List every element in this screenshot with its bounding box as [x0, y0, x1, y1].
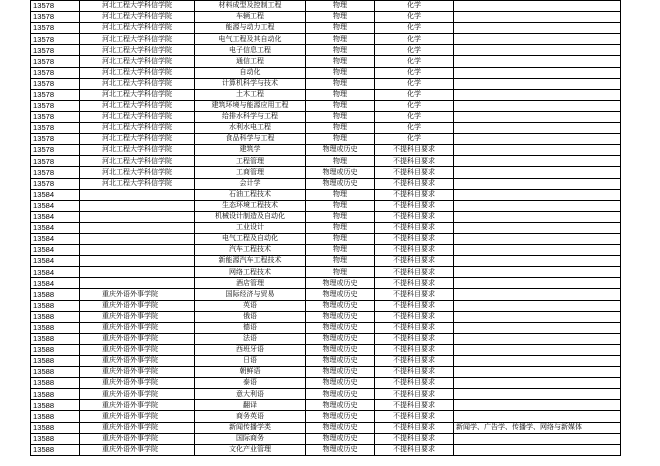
- notes-cell: [454, 256, 621, 267]
- table-row: [31, 433, 621, 444]
- notes-cell: [454, 433, 621, 444]
- notes-cell: [454, 78, 621, 89]
- second-subject-cell: 不提科目要求: [375, 233, 454, 244]
- school-code-cell: 13588: [31, 300, 80, 311]
- table-row: [31, 211, 621, 222]
- notes-cell: [454, 111, 621, 122]
- first-subject-cell: 物理或历史: [306, 311, 375, 322]
- major-name-cell: 自动化: [195, 67, 306, 78]
- table-row: [31, 444, 621, 455]
- second-subject-cell: 不提科目要求: [375, 400, 454, 411]
- notes-cell: [454, 34, 621, 45]
- notes-cell: [454, 1, 621, 12]
- first-subject-cell: 物理或历史: [306, 422, 375, 433]
- school-name-cell: 重庆外语外事学院: [80, 367, 195, 378]
- notes-cell: [454, 12, 621, 23]
- table-row: [31, 378, 621, 389]
- major-name-cell: 新闻传播学类: [195, 422, 306, 433]
- major-name-cell: 新能源汽车工程技术: [195, 256, 306, 267]
- school-name-cell: 河北工程大学科信学院: [80, 134, 195, 145]
- table-row: [31, 411, 621, 422]
- major-name-cell: 德语: [195, 322, 306, 333]
- notes-cell: [454, 189, 621, 200]
- major-name-cell: 会计学: [195, 178, 306, 189]
- second-subject-cell: 不提科目要求: [375, 344, 454, 355]
- second-subject-cell: 不提科目要求: [375, 333, 454, 344]
- major-name-cell: 英语: [195, 300, 306, 311]
- major-name-cell: 工业设计: [195, 222, 306, 233]
- table-row: [31, 45, 621, 56]
- major-name-cell: 给排水科学与工程: [195, 111, 306, 122]
- school-name-cell: 河北工程大学科信学院: [80, 45, 195, 56]
- school-name-cell: 重庆外语外事学院: [80, 400, 195, 411]
- table-row: [31, 178, 621, 189]
- first-subject-cell: 物理: [306, 211, 375, 222]
- notes-cell: [454, 123, 621, 134]
- second-subject-cell: 不提科目要求: [375, 356, 454, 367]
- major-name-cell: 生态环境工程技术: [195, 200, 306, 211]
- notes-cell: [454, 333, 621, 344]
- table-row: [31, 322, 621, 333]
- school-name-cell: 重庆外语外事学院: [80, 389, 195, 400]
- school-name-cell: 重庆外语外事学院: [80, 411, 195, 422]
- major-name-cell: 电子信息工程: [195, 45, 306, 56]
- notes-cell: [454, 145, 621, 156]
- first-subject-cell: 物理: [306, 233, 375, 244]
- school-name-cell: 重庆外语外事学院: [80, 300, 195, 311]
- school-code-cell: 13588: [31, 289, 80, 300]
- second-subject-cell: 化学: [375, 23, 454, 34]
- second-subject-cell: 不提科目要求: [375, 156, 454, 167]
- school-code-cell: 13584: [31, 233, 80, 244]
- first-subject-cell: 物理: [306, 78, 375, 89]
- first-subject-cell: 物理: [306, 45, 375, 56]
- table-row: [31, 89, 621, 100]
- first-subject-cell: 物理: [306, 67, 375, 78]
- school-name-cell: 重庆外语外事学院: [80, 356, 195, 367]
- school-name-cell: 河北工程大学科信学院: [80, 89, 195, 100]
- notes-cell: [454, 344, 621, 355]
- major-name-cell: 土木工程: [195, 89, 306, 100]
- second-subject-cell: 化学: [375, 100, 454, 111]
- school-code-cell: 13578: [31, 34, 80, 45]
- school-code-cell: 13584: [31, 256, 80, 267]
- school-code-cell: 13588: [31, 389, 80, 400]
- school-code-cell: 13588: [31, 367, 80, 378]
- second-subject-cell: 不提科目要求: [375, 167, 454, 178]
- second-subject-cell: 不提科目要求: [375, 145, 454, 156]
- school-name-cell: 河北工程大学科信学院: [80, 12, 195, 23]
- school-name-cell: 重庆外语外事学院: [80, 311, 195, 322]
- notes-cell: [454, 178, 621, 189]
- major-name-cell: 电气工程及其自动化: [195, 34, 306, 45]
- school-name-cell: [80, 233, 195, 244]
- table-row: [31, 23, 621, 34]
- notes-cell: [454, 378, 621, 389]
- second-subject-cell: 不提科目要求: [375, 289, 454, 300]
- school-code-cell: 13584: [31, 267, 80, 278]
- school-name-cell: 河北工程大学科信学院: [80, 123, 195, 134]
- school-name-cell: [80, 278, 195, 289]
- notes-cell: [454, 156, 621, 167]
- school-name-cell: 河北工程大学科信学院: [80, 78, 195, 89]
- first-subject-cell: 物理或历史: [306, 167, 375, 178]
- second-subject-cell: 不提科目要求: [375, 378, 454, 389]
- second-subject-cell: 不提科目要求: [375, 267, 454, 278]
- notes-cell: [454, 89, 621, 100]
- table-row: [31, 189, 621, 200]
- school-name-cell: 河北工程大学科信学院: [80, 1, 195, 12]
- second-subject-cell: 不提科目要求: [375, 300, 454, 311]
- table-row: [31, 156, 621, 167]
- school-name-cell: 重庆外语外事学院: [80, 378, 195, 389]
- second-subject-cell: 化学: [375, 111, 454, 122]
- school-code-cell: 13588: [31, 411, 80, 422]
- table-row: [31, 12, 621, 23]
- second-subject-cell: 不提科目要求: [375, 433, 454, 444]
- major-name-cell: 机械设计制造及自动化: [195, 211, 306, 222]
- notes-cell: [454, 45, 621, 56]
- notes-cell: [454, 222, 621, 233]
- notes-cell: [454, 233, 621, 244]
- second-subject-cell: 不提科目要求: [375, 322, 454, 333]
- school-code-cell: 13588: [31, 433, 80, 444]
- notes-cell: [454, 389, 621, 400]
- first-subject-cell: 物理: [306, 245, 375, 256]
- major-name-cell: 电气工程及自动化: [195, 233, 306, 244]
- school-name-cell: [80, 245, 195, 256]
- major-name-cell: 西班牙语: [195, 344, 306, 355]
- school-code-cell: 13588: [31, 311, 80, 322]
- second-subject-cell: 不提科目要求: [375, 256, 454, 267]
- second-subject-cell: 化学: [375, 12, 454, 23]
- notes-cell: [454, 289, 621, 300]
- first-subject-cell: 物理或历史: [306, 400, 375, 411]
- school-code-cell: 13578: [31, 145, 80, 156]
- table-row: [31, 56, 621, 67]
- second-subject-cell: 化学: [375, 67, 454, 78]
- school-code-cell: 13588: [31, 422, 80, 433]
- first-subject-cell: 物理或历史: [306, 444, 375, 455]
- first-subject-cell: 物理: [306, 134, 375, 145]
- notes-cell: [454, 322, 621, 333]
- second-subject-cell: 不提科目要求: [375, 189, 454, 200]
- school-code-cell: 13578: [31, 1, 80, 12]
- school-name-cell: 重庆外语外事学院: [80, 444, 195, 455]
- first-subject-cell: 物理: [306, 200, 375, 211]
- school-code-cell: 13584: [31, 200, 80, 211]
- school-name-cell: 河北工程大学科信学院: [80, 178, 195, 189]
- second-subject-cell: 化学: [375, 123, 454, 134]
- major-name-cell: 国际商务: [195, 433, 306, 444]
- major-name-cell: 法语: [195, 333, 306, 344]
- first-subject-cell: 物理: [306, 100, 375, 111]
- requirements-table: [30, 0, 621, 456]
- school-name-cell: 重庆外语外事学院: [80, 322, 195, 333]
- table-row: [31, 367, 621, 378]
- school-code-cell: 13588: [31, 333, 80, 344]
- major-name-cell: 文化产业管理: [195, 444, 306, 455]
- major-name-cell: 食品科学与工程: [195, 134, 306, 145]
- major-name-cell: 石油工程技术: [195, 189, 306, 200]
- notes-cell: [454, 23, 621, 34]
- major-name-cell: 朝鲜语: [195, 367, 306, 378]
- first-subject-cell: 物理或历史: [306, 344, 375, 355]
- table-row: [31, 100, 621, 111]
- table-row: [31, 145, 621, 156]
- school-code-cell: 13584: [31, 222, 80, 233]
- notes-cell: [454, 300, 621, 311]
- first-subject-cell: 物理或历史: [306, 356, 375, 367]
- first-subject-cell: 物理: [306, 56, 375, 67]
- table-row: [31, 111, 621, 122]
- first-subject-cell: 物理: [306, 89, 375, 100]
- notes-cell: [454, 367, 621, 378]
- major-name-cell: 工商管理: [195, 167, 306, 178]
- first-subject-cell: 物理或历史: [306, 433, 375, 444]
- school-name-cell: [80, 256, 195, 267]
- notes-cell: [454, 200, 621, 211]
- notes-cell: [454, 211, 621, 222]
- first-subject-cell: 物理或历史: [306, 289, 375, 300]
- school-name-cell: [80, 200, 195, 211]
- table-row: [31, 222, 621, 233]
- school-code-cell: 13588: [31, 322, 80, 333]
- second-subject-cell: 化学: [375, 45, 454, 56]
- table-row: [31, 344, 621, 355]
- major-name-cell: 建筑学: [195, 145, 306, 156]
- school-code-cell: 13588: [31, 344, 80, 355]
- school-name-cell: 重庆外语外事学院: [80, 422, 195, 433]
- school-code-cell: 13578: [31, 89, 80, 100]
- major-name-cell: 俄语: [195, 311, 306, 322]
- school-code-cell: 13578: [31, 167, 80, 178]
- table-row: [31, 278, 621, 289]
- second-subject-cell: 不提科目要求: [375, 422, 454, 433]
- table-row: [31, 267, 621, 278]
- first-subject-cell: 物理: [306, 111, 375, 122]
- notes-cell: 新闻学、广告学、传播学、网络与新媒体: [454, 422, 621, 433]
- first-subject-cell: 物理: [306, 34, 375, 45]
- school-code-cell: 13584: [31, 278, 80, 289]
- first-subject-cell: 物理: [306, 222, 375, 233]
- school-name-cell: 重庆外语外事学院: [80, 333, 195, 344]
- table-row: [31, 300, 621, 311]
- table-row: [31, 333, 621, 344]
- notes-cell: [454, 167, 621, 178]
- major-name-cell: 翻译: [195, 400, 306, 411]
- major-name-cell: 酒店管理: [195, 278, 306, 289]
- school-code-cell: 13588: [31, 400, 80, 411]
- first-subject-cell: 物理或历史: [306, 322, 375, 333]
- notes-cell: [454, 411, 621, 422]
- second-subject-cell: 不提科目要求: [375, 367, 454, 378]
- notes-cell: [454, 278, 621, 289]
- table-row: [31, 167, 621, 178]
- table-row: [31, 67, 621, 78]
- first-subject-cell: 物理或历史: [306, 378, 375, 389]
- table-row: [31, 422, 621, 433]
- major-name-cell: 材料成型及控制工程: [195, 1, 306, 12]
- school-name-cell: 河北工程大学科信学院: [80, 111, 195, 122]
- table-row: [31, 34, 621, 45]
- school-code-cell: 13578: [31, 111, 80, 122]
- school-code-cell: 13578: [31, 123, 80, 134]
- second-subject-cell: 不提科目要求: [375, 245, 454, 256]
- school-name-cell: 河北工程大学科信学院: [80, 100, 195, 111]
- table-row: [31, 245, 621, 256]
- second-subject-cell: 不提科目要求: [375, 211, 454, 222]
- second-subject-cell: 化学: [375, 89, 454, 100]
- school-code-cell: 13584: [31, 245, 80, 256]
- school-name-cell: 重庆外语外事学院: [80, 433, 195, 444]
- school-code-cell: 13578: [31, 78, 80, 89]
- first-subject-cell: 物理或历史: [306, 367, 375, 378]
- second-subject-cell: 不提科目要求: [375, 200, 454, 211]
- second-subject-cell: 不提科目要求: [375, 311, 454, 322]
- second-subject-cell: 化学: [375, 1, 454, 12]
- school-name-cell: 河北工程大学科信学院: [80, 23, 195, 34]
- second-subject-cell: 不提科目要求: [375, 278, 454, 289]
- second-subject-cell: 不提科目要求: [375, 222, 454, 233]
- school-name-cell: 重庆外语外事学院: [80, 289, 195, 300]
- major-name-cell: 通信工程: [195, 56, 306, 67]
- major-name-cell: 网络工程技术: [195, 267, 306, 278]
- school-name-cell: 河北工程大学科信学院: [80, 34, 195, 45]
- school-name-cell: 河北工程大学科信学院: [80, 156, 195, 167]
- notes-cell: [454, 245, 621, 256]
- major-name-cell: 商务英语: [195, 411, 306, 422]
- table-row: [31, 200, 621, 211]
- major-name-cell: 车辆工程: [195, 12, 306, 23]
- school-code-cell: 13578: [31, 134, 80, 145]
- notes-cell: [454, 311, 621, 322]
- school-code-cell: 13588: [31, 444, 80, 455]
- first-subject-cell: 物理: [306, 189, 375, 200]
- major-name-cell: 日语: [195, 356, 306, 367]
- first-subject-cell: 物理: [306, 267, 375, 278]
- school-code-cell: 13584: [31, 211, 80, 222]
- school-code-cell: 13588: [31, 356, 80, 367]
- second-subject-cell: 化学: [375, 56, 454, 67]
- first-subject-cell: 物理: [306, 156, 375, 167]
- school-code-cell: 13578: [31, 12, 80, 23]
- table-body: [31, 1, 621, 456]
- notes-cell: [454, 267, 621, 278]
- school-code-cell: 13584: [31, 189, 80, 200]
- notes-cell: [454, 356, 621, 367]
- notes-cell: [454, 134, 621, 145]
- school-name-cell: [80, 189, 195, 200]
- major-name-cell: 计算机科学与技术: [195, 78, 306, 89]
- second-subject-cell: 不提科目要求: [375, 444, 454, 455]
- second-subject-cell: 不提科目要求: [375, 389, 454, 400]
- school-code-cell: 13578: [31, 67, 80, 78]
- table-row: [31, 134, 621, 145]
- school-code-cell: 13578: [31, 56, 80, 67]
- major-name-cell: 意大利语: [195, 389, 306, 400]
- table-row: [31, 256, 621, 267]
- first-subject-cell: 物理: [306, 123, 375, 134]
- first-subject-cell: 物理或历史: [306, 411, 375, 422]
- first-subject-cell: 物理或历史: [306, 389, 375, 400]
- notes-cell: [454, 444, 621, 455]
- notes-cell: [454, 67, 621, 78]
- school-name-cell: [80, 267, 195, 278]
- table-row: [31, 123, 621, 134]
- first-subject-cell: 物理或历史: [306, 278, 375, 289]
- school-code-cell: 13578: [31, 100, 80, 111]
- school-code-cell: 13578: [31, 178, 80, 189]
- first-subject-cell: 物理或历史: [306, 145, 375, 156]
- school-code-cell: 13578: [31, 23, 80, 34]
- major-name-cell: 泰语: [195, 378, 306, 389]
- school-name-cell: 河北工程大学科信学院: [80, 67, 195, 78]
- major-name-cell: 国际经济与贸易: [195, 289, 306, 300]
- notes-cell: [454, 400, 621, 411]
- first-subject-cell: 物理或历史: [306, 300, 375, 311]
- major-name-cell: 建筑环境与能源应用工程: [195, 100, 306, 111]
- table-row: [31, 289, 621, 300]
- table-row: [31, 78, 621, 89]
- table-row: [31, 400, 621, 411]
- school-name-cell: [80, 222, 195, 233]
- table-row: [31, 389, 621, 400]
- second-subject-cell: 化学: [375, 78, 454, 89]
- second-subject-cell: 不提科目要求: [375, 411, 454, 422]
- major-name-cell: 工程管理: [195, 156, 306, 167]
- table-row: [31, 1, 621, 12]
- major-name-cell: 水利水电工程: [195, 123, 306, 134]
- second-subject-cell: 化学: [375, 134, 454, 145]
- school-name-cell: 河北工程大学科信学院: [80, 145, 195, 156]
- first-subject-cell: 物理: [306, 23, 375, 34]
- notes-cell: [454, 56, 621, 67]
- table-row: [31, 356, 621, 367]
- first-subject-cell: 物理: [306, 12, 375, 23]
- first-subject-cell: 物理: [306, 1, 375, 12]
- school-name-cell: 重庆外语外事学院: [80, 344, 195, 355]
- table-row: [31, 311, 621, 322]
- school-name-cell: 河北工程大学科信学院: [80, 56, 195, 67]
- major-name-cell: 能源与动力工程: [195, 23, 306, 34]
- school-code-cell: 13578: [31, 45, 80, 56]
- first-subject-cell: 物理或历史: [306, 178, 375, 189]
- table-row: [31, 233, 621, 244]
- notes-cell: [454, 100, 621, 111]
- major-name-cell: 汽车工程技术: [195, 245, 306, 256]
- first-subject-cell: 物理或历史: [306, 333, 375, 344]
- first-subject-cell: 物理: [306, 256, 375, 267]
- school-code-cell: 13588: [31, 378, 80, 389]
- second-subject-cell: 不提科目要求: [375, 178, 454, 189]
- second-subject-cell: 化学: [375, 34, 454, 45]
- school-code-cell: 13578: [31, 156, 80, 167]
- school-name-cell: [80, 211, 195, 222]
- school-name-cell: 河北工程大学科信学院: [80, 167, 195, 178]
